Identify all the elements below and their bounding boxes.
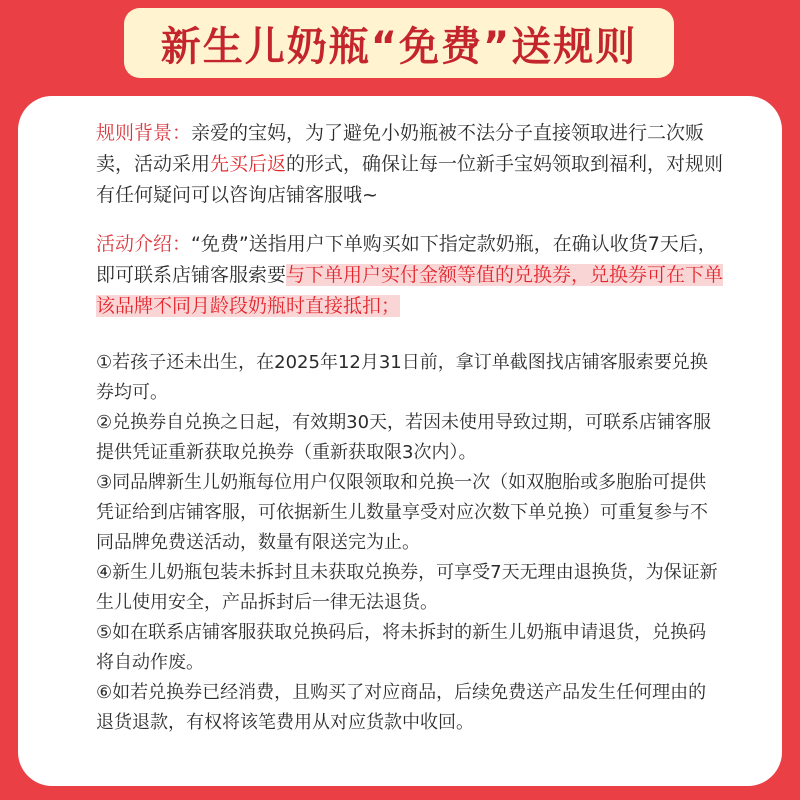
- rules-card: [18, 96, 782, 786]
- title-banner: [124, 8, 674, 78]
- background-label: 规则背景：: [96, 122, 192, 144]
- background-paragraph: [96, 118, 724, 211]
- background-highlight: 先买后返: [210, 153, 287, 175]
- background-text-before: 亲爱的宝妈，为了避免小奶瓶被不法分子直接领取进行二次贩卖，活动采用: [96, 122, 705, 175]
- rule-item-3: ③同品牌新生儿奶瓶每位用户仅限领取和兑换一次（如双胞胎或多胞胎可提供凭证给到店铺客服，可依据新生儿数量享受对应次数下单兑换）可重复参与不同品牌免费送活动，数量有限送完为止。: [96, 472, 708, 553]
- rule-item-4: ④新生儿奶瓶包装未拆封且未获取兑换券，可享受7天无理由退换货，为保证新生儿使用安全，产品拆封后一律无法退货。: [96, 562, 718, 613]
- intro-paragraph: [96, 229, 724, 322]
- rule-item-5: ⑤如在联系店铺客服获取兑换码后，将未拆封的新生儿奶瓶申请退货，兑换码将自动作废。: [96, 622, 707, 673]
- intro-label: 活动介绍：: [96, 233, 192, 255]
- background-text-after: 的形式，确保让每一位新手宝妈领取到福利，对规则有任何疑问可以咨询店铺客服哦~: [96, 153, 724, 206]
- rule-item-1: ①若孩子还未出生，在2025年12月31日前，拿订单截图找店铺客服索要兑换券均可。: [96, 352, 708, 403]
- page-title: 新生儿奶瓶“免费”送规则: [160, 23, 638, 70]
- rule-item-2: ②兑换券自兑换之日起，有效期30天，若因未使用导致过期，可联系店铺客服提供凭证重新获取兑换券（重新获取限3次内）。: [96, 412, 712, 463]
- intro-text-before: “免费”送指用户下单购买如下指定款奶瓶，在确认收货7天后，即可联系店铺客服索要: [96, 233, 717, 286]
- intro-highlight: 与下单用户实付金额等值的兑换券，兑换券可在下单该品牌不同月龄段奶瓶时直接抵扣；: [96, 264, 724, 317]
- rule-item-6: ⑥如若兑换券已经消费，且购买了对应商品，后续免费送产品发生任何理由的退货退款，有权将该笔费用从对应货款中收回。: [96, 682, 707, 733]
